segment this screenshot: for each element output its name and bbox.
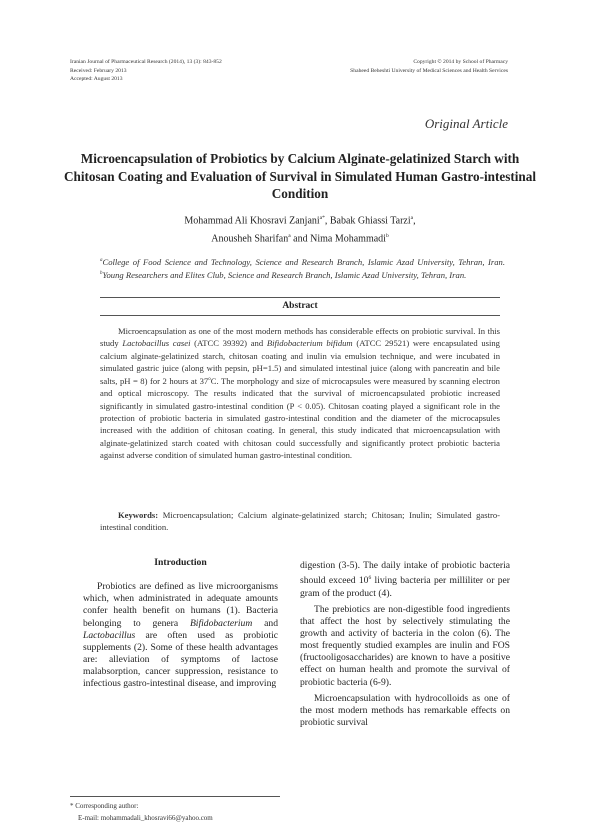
affil-mark: a	[100, 258, 103, 263]
species-name: Bifidobacterium bifidum	[266, 338, 353, 349]
introduction-heading: Introduction	[154, 557, 207, 568]
keywords-label: Keywords:	[118, 510, 159, 520]
abstract-text: Microencapsulation as one of the most modern methods has considerable effects on probiotic survival. In this study	[100, 326, 500, 349]
author-name: Babak Ghiassi Tarzi	[329, 215, 411, 227]
affil-mark: b	[100, 271, 103, 277]
keywords-text: Microencapsulation; Calcium alginate-gelatinized starch; Chitosan; Inulin; Simulated gastro-intestinal condition.	[100, 510, 500, 533]
intro-paragraph	[83, 581, 278, 690]
paper-title: Microencapsulation of Probiotics by Calcium Alginate-gelatinized Starch with Chitosan Coating and Evaluation of Survival in Simulated Human Gastro-intestinal Condition	[63, 151, 537, 202]
author-name: Anousheh Sharifan	[211, 233, 289, 245]
received-date: Received: February 2013	[70, 67, 127, 74]
author-name: Mohammad Ali Khosravi Zanjani	[184, 215, 320, 227]
intro-paragraph: The prebiotics are non-digestible food ingredients that affect the host by selectively stimulating the growth and activity of bacteria in the colon (6). The most frequently studied examples are inulin and FOS (fructooligosaccharides) are known to have a positive effect on human health and promote the survival of probiotic bacteria (6-9).	[300, 603, 510, 688]
journal-header-right	[350, 58, 508, 75]
intro-paragraph	[300, 560, 510, 600]
author-affil-mark: b	[385, 232, 389, 239]
exponent: 6	[368, 575, 372, 582]
copyright-line: Copyright © 2014 by School of Pharmacy	[413, 59, 508, 65]
intro-text: and	[252, 617, 278, 629]
genus-name: Lactobacillus	[83, 629, 136, 641]
footnote-rule	[70, 796, 280, 797]
affiliation-a: College of Food Science and Technology, Science and Research Branch, Islamic Azad University, Tehran, Iran.	[102, 256, 505, 267]
journal-header-left	[70, 58, 222, 84]
abstract-top-rule	[100, 297, 500, 298]
genus-name: Bifidobacterium	[189, 617, 253, 629]
author-name: Nima Mohammadi	[310, 233, 386, 245]
abstract-text: (ATCC 29521) were encapsulated using calcium alginate-gelatinized starch, chitosan coating and inulin via emulsion technique, and were incubated in simulated gastric juice (along with pepsin, pH=1.5) and simulated intestinal juice (along with pancreatin and bile salts, pH = 8) for 2 hours at 37	[100, 338, 500, 387]
author-separator: ,	[413, 215, 416, 227]
corresponding-author-label: * Corresponding author:	[70, 802, 139, 810]
author-conjunction: and	[290, 233, 311, 245]
affiliation-b: Young Researchers and Elites Club, Science and Research Branch, Islamic Azad University, Tehran, Iran.	[102, 270, 467, 281]
intro-text: digestion (3-5). The daily intake of probiotic bacteria should exceed 10	[300, 560, 510, 587]
corresponding-email: E-mail: mohammadali_khosravi66@yahoo.com	[78, 814, 213, 822]
author-affil-mark: a*	[319, 215, 325, 221]
accepted-date: Accepted: August 2013	[70, 76, 123, 83]
intro-text: are often used as probiotic supplements (2). Some of these health advantages are: alleviation of symptoms of lactose malabsorption, cancer suppression, resistance to infectious gastro-intestinal disease, and improving	[83, 629, 278, 690]
abstract-text: (ATCC 39392) and	[190, 338, 267, 349]
publisher-line: Shaheed Beheshti University of Medical Sciences and Health Services	[350, 67, 508, 74]
author-affil-mark: a	[410, 215, 414, 221]
abstract-heading-rule	[100, 315, 500, 316]
abstract-text: C. The morphology and size of microcapsules were measured by scanning electron and optical microscopy. The results indicated that the survival of microencapsulated probiotic increased significantly in simulated gastro-intestinal condition (P < 0.05). Chitosan coating played a significant role in the protection of probiotic bacteria in simulated gastro-intestinal condition and the diameter of the microcapsules increased with the addition of chitosan coating. In general, this study indicated that microencapsulation with alginate-gelatinized starch coated with chitosan could successfully and significantly protect probiotic bacteria against adverse condition of simulated human gastro-intestinal condition.	[100, 376, 500, 460]
species-name: Lactobacillus casei	[122, 338, 191, 349]
footnote	[70, 800, 213, 824]
journal-citation: Iranian Journal of Pharmaceutical Research (2014), 13 (3): 843-852	[70, 59, 222, 65]
affiliations	[100, 255, 505, 282]
intro-text: living bacteria per milliliter or per gram of the product (4).	[300, 575, 510, 599]
intro-paragraph: Microencapsulation with hydrocolloids as one of the most modern methods has remarkable effects on probiotic survival	[300, 692, 510, 729]
article-type: Original Article	[424, 116, 508, 131]
body-column-left	[83, 557, 278, 695]
author-list	[100, 211, 500, 247]
degree-mark: o	[208, 377, 211, 383]
abstract-heading: Abstract	[282, 301, 318, 311]
keywords	[100, 509, 500, 534]
author-affil-mark: a	[288, 232, 291, 239]
abstract-body	[100, 325, 500, 461]
body-column-right	[300, 560, 510, 733]
intro-text: Probiotics are defined as live microorganisms which, when administrated in adequate amounts confer health benefit on humans (1). Bacteria belonging to genera	[83, 581, 278, 629]
author-separator: ,	[324, 215, 330, 227]
